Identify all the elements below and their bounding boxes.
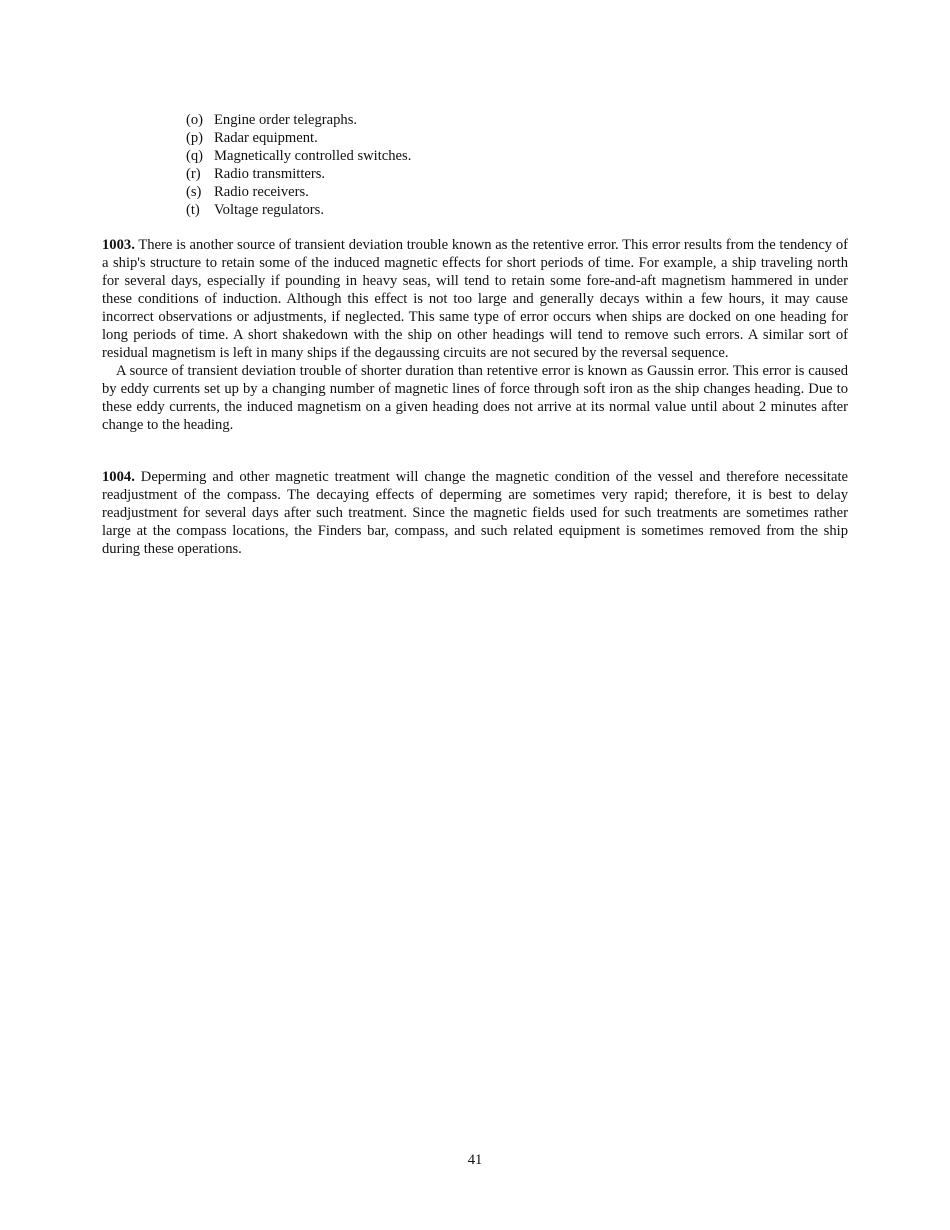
list-item-text: Radar equipment.: [214, 130, 318, 146]
list-marker: (o): [186, 112, 204, 128]
list-item: [186, 147, 411, 165]
section-1003: [102, 236, 848, 434]
list-item-text: Voltage regulators.: [214, 202, 324, 218]
section-1004-paragraph-1: [102, 468, 848, 558]
list-item-text: Engine order telegraphs.: [214, 112, 358, 128]
section-1004: [102, 468, 848, 558]
list-item-text: Radio receivers.: [214, 184, 309, 200]
list-marker: (t): [186, 202, 200, 218]
list-marker: (p): [186, 130, 204, 146]
list-item: [186, 165, 411, 183]
paragraph-text: There is another source of transient deviation trouble known as the retentive error. This error results from the tendency of a ship's structure to retain some of the induced magnetic effects for short periods of time. For example, a ship traveling north for several days, especially if pounding in heavy seas, will tend to retain some fore-and-aft magnetism hammered in under these conditions of induction. Although this effect is not too large and generally decays within a few hours, it may cause incorrect observations or adjustments, if neglected. This same type of error occurs when ships are docked on one heading for long periods of time. A short shakedown with the ship on other headings will tend to remove such errors. A similar sort of residual magnetism is left in many ships if the degaussing circuits are not secured by the reversal sequence.: [102, 237, 848, 361]
section-1003-paragraph-2: [102, 362, 848, 434]
page-number: 41: [467, 1152, 483, 1168]
list-item-text: Radio transmitters.: [214, 166, 326, 182]
list-item-text: Magnetically controlled switches.: [214, 148, 412, 164]
section-number: 1003.: [102, 237, 135, 253]
list-marker: (q): [186, 148, 204, 164]
list-item: [186, 129, 411, 147]
list-item: [186, 183, 411, 201]
list-marker: (s): [186, 184, 202, 200]
paragraph-text: A source of transient deviation trouble of shorter duration than retentive error is known as Gaussin error. This error is caused by eddy currents set up by a changing number of magnetic lines of force through soft iron as the ship changes heading. Due to these eddy currents, the induced magnetism on a given heading does not arrive at its normal value until about 2 minutes after change to the heading.: [102, 363, 848, 433]
section-1003-paragraph-1: [102, 236, 848, 362]
list-item: [186, 111, 411, 129]
paragraph-text: Deperming and other magnetic treatment will change the magnetic condition of the vessel and therefore necessitate readjustment of the compass. The decaying effects of deperming are sometimes very rapid; therefore, it is best to delay readjustment for several days after such treatment. Since the magnetic fields used for such treatments are sometimes rather large at the compass locations, the Finders bar, compass, and such related equipment is sometimes removed from the ship during these operations.: [102, 469, 848, 557]
equipment-list: [186, 111, 411, 219]
section-number: 1004.: [102, 469, 135, 485]
list-marker: (r): [186, 166, 201, 182]
list-item: [186, 201, 411, 219]
